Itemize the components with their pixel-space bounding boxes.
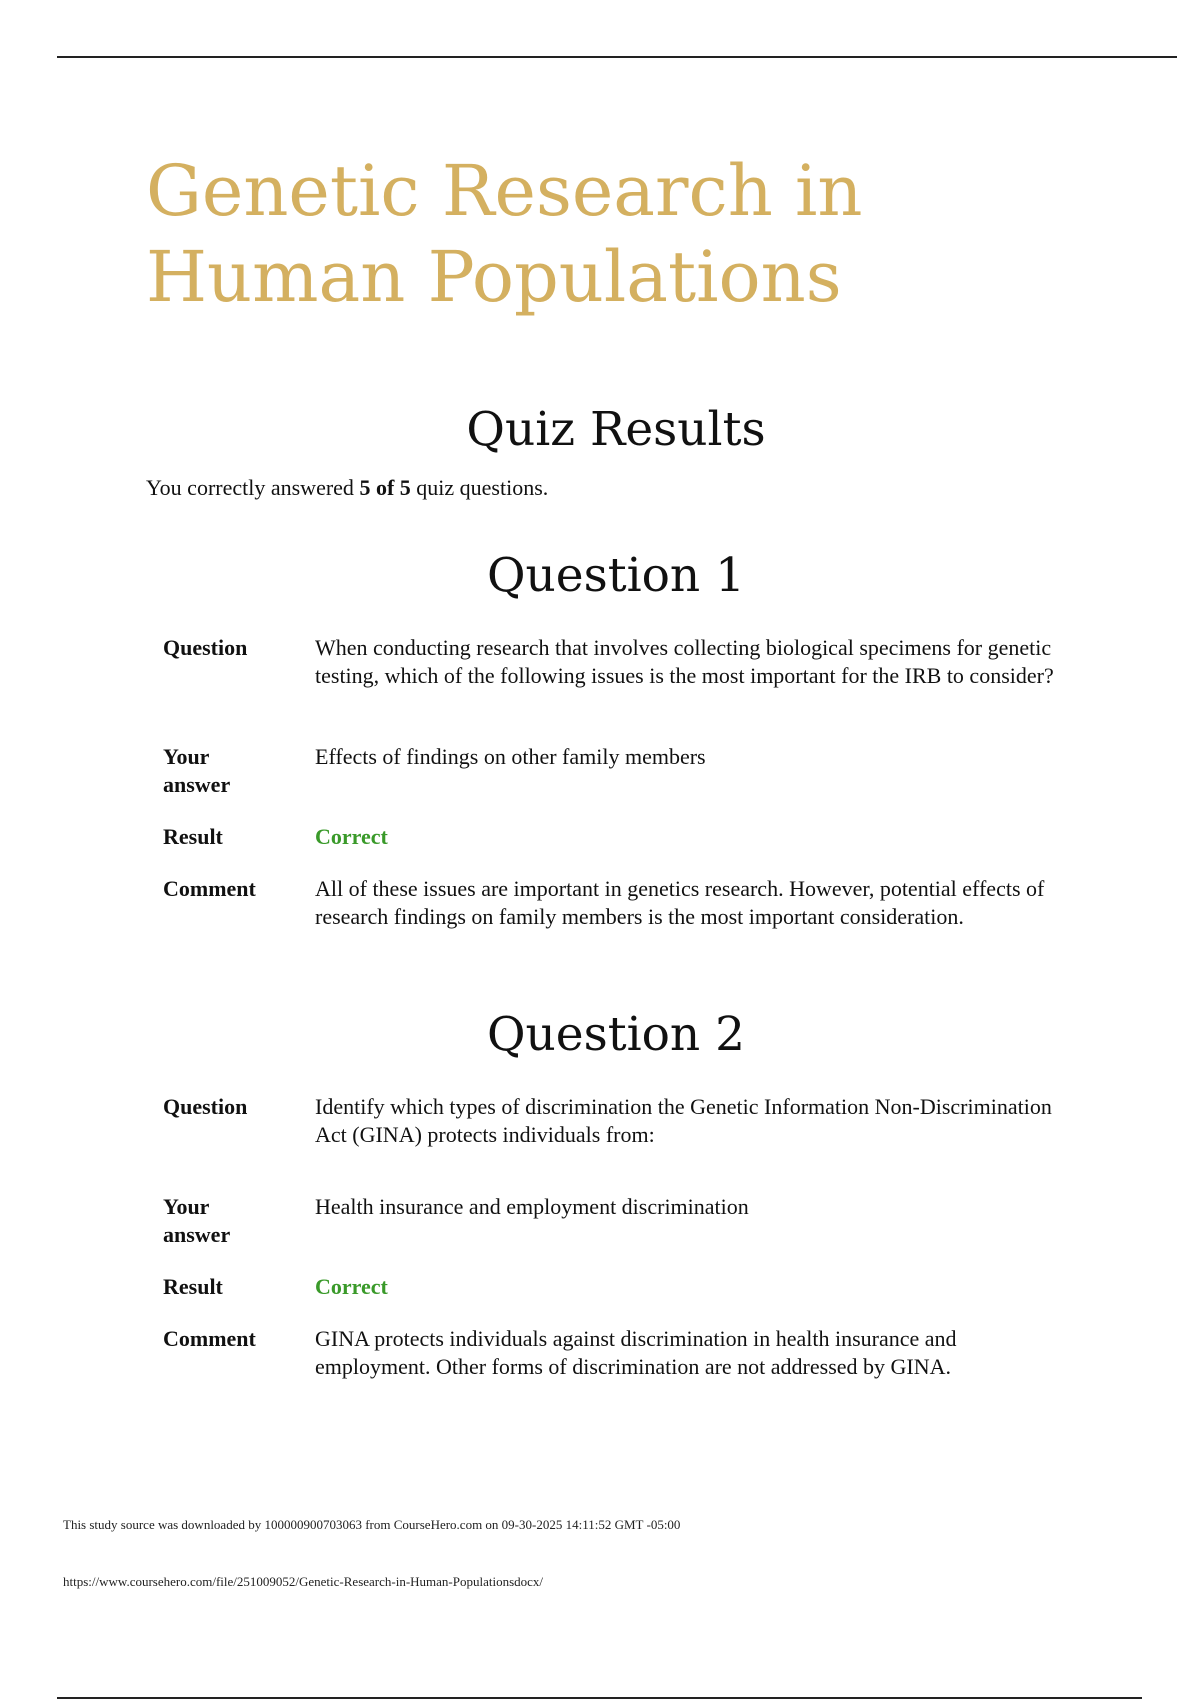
download-source-note: This study source was downloaded by 100000900703063 from CourseHero.com on 09-30-2025 14:11:52 GMT -05:00 (63, 1517, 681, 1532)
document-title-line-2: Human Populations (146, 236, 842, 318)
summary-score: 5 of 5 (359, 475, 411, 500)
comment-label: Comment (163, 876, 256, 901)
question-label: Question (163, 1094, 248, 1119)
summary-suffix: quiz questions. (410, 475, 549, 500)
comment-label: Comment (163, 1326, 256, 1351)
question-1-text: When conducting research that involves collecting biological specimens for genetic testing, which of the following issues is the most important for the IRB to consider? (315, 635, 1054, 688)
question-2-comment: GINA protects individuals against discrimination in health insurance and employment. Other forms of discrimination are not addressed by GINA. (315, 1326, 957, 1379)
your-answer-label: Your answer (163, 1194, 231, 1247)
question-1-heading: Question 1 (486, 548, 746, 603)
top-rule (57, 56, 1177, 58)
question-1-result: Correct (315, 824, 388, 849)
question-1-comment: All of these issues are important in genetics research. However, potential effects of research findings on family members is the most important consideration. (315, 876, 1045, 929)
bottom-rule (57, 1697, 1142, 1699)
question-label: Question (163, 635, 248, 660)
question-2-your-answer: Health insurance and employment discrimination (315, 1194, 749, 1219)
document-title-line-1: Genetic Research in (146, 150, 863, 232)
result-label: Result (163, 824, 223, 849)
question-2-result: Correct (315, 1274, 388, 1299)
your-answer-label: Your answer (163, 744, 231, 797)
question-1-your-answer: Effects of findings on other family members (315, 744, 706, 769)
quiz-results-heading: Quiz Results (466, 402, 766, 457)
result-label: Result (163, 1274, 223, 1299)
question-2-heading: Question 2 (486, 1007, 746, 1062)
question-2-text: Identify which types of discrimination the Genetic Information Non-Discrimination Act (GINA) protects individuals from: (315, 1094, 1052, 1147)
source-url[interactable]: https://www.coursehero.com/file/251009052/Genetic-Research-in-Human-Populationsdocx/ (63, 1574, 544, 1589)
summary-prefix: You correctly answered (146, 475, 360, 500)
document-title (146, 148, 1146, 320)
quiz-summary (146, 473, 548, 503)
